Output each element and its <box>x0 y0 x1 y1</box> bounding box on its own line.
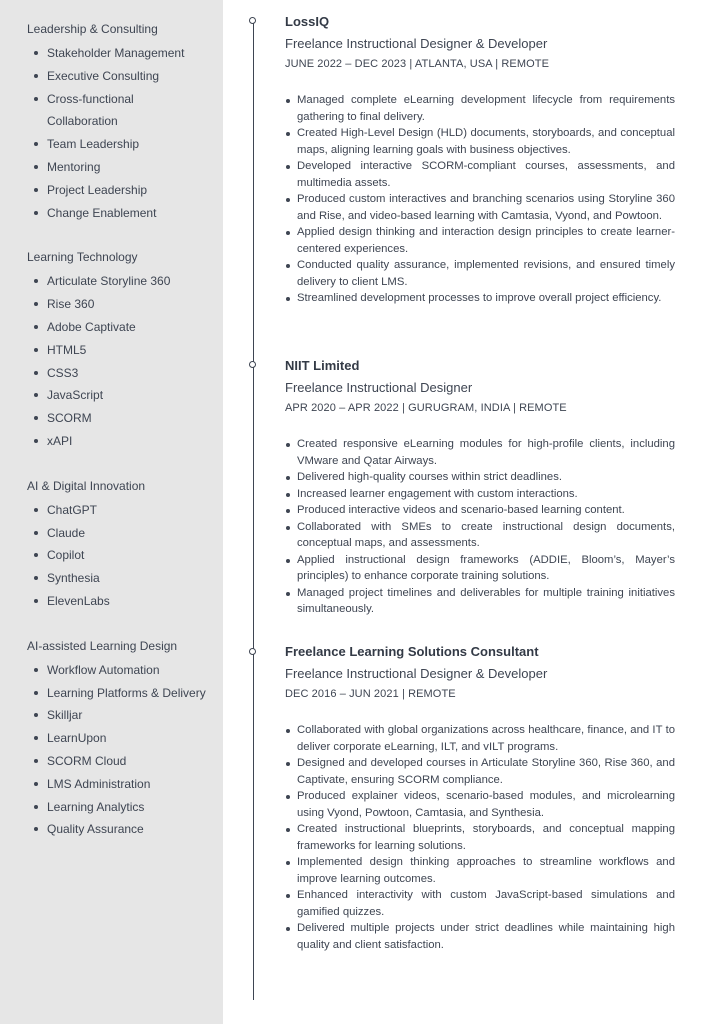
responsibility-item: Produced explainer videos, scenario-based modules, and microlearning using Vyond, Powtoon, Camtasia, and Synthesia. <box>285 788 675 821</box>
job-entry <box>285 643 675 953</box>
company-name: Freelance Learning Solutions Consultant <box>285 644 539 659</box>
skill-section-title: Leadership & Consulting <box>27 22 158 36</box>
skill-item: ChatGPT <box>27 499 207 522</box>
skill-section <box>27 475 223 613</box>
skill-list <box>27 42 223 224</box>
responsibility-item: Collaborated with global organizations across healthcare, finance, and IT to deliver corporate eLearning, ILT, and vILT programs. <box>285 722 675 755</box>
skill-item: LMS Administration <box>27 773 207 796</box>
responsibility-item: Applied design thinking and interaction design principles to create learner-centered experiences. <box>285 224 675 257</box>
skill-item: CSS3 <box>27 362 207 385</box>
responsibility-item: Delivered multiple projects under strict deadlines while maintaining high quality and client satisfaction. <box>285 920 675 953</box>
skill-section-title: AI-assisted Learning Design <box>27 638 178 653</box>
skill-item: Copilot <box>27 544 207 567</box>
job-dates-location: JUNE 2022 – DEC 2023 | ATLANTA, USA | REMOTE <box>285 58 550 70</box>
skill-item: Adobe Captivate <box>27 316 207 339</box>
skill-item: Learning Platforms & Delivery <box>27 682 207 705</box>
responsibility-item: Produced interactive videos and scenario-based learning content. <box>285 502 675 519</box>
skill-section <box>27 18 223 224</box>
skill-item: Cross-functional Collaboration <box>27 88 207 134</box>
responsibility-list <box>285 436 675 618</box>
skill-item: Team Leadership <box>27 133 207 156</box>
skill-item: xAPI <box>27 430 207 453</box>
skills-sidebar <box>0 0 223 1024</box>
timeline-line <box>253 20 254 1000</box>
job-entry <box>285 13 675 307</box>
skill-section-title: Learning Technology <box>27 250 138 265</box>
skill-list <box>27 659 223 841</box>
job-dates-location: DEC 2016 – JUN 2021 | REMOTE <box>285 688 456 700</box>
job-dates-location: APR 2020 – APR 2022 | GURUGRAM, INDIA | REMOTE <box>285 402 567 414</box>
skill-item: Mentoring <box>27 156 207 179</box>
skill-section-title: AI & Digital Innovation <box>27 478 146 493</box>
responsibility-item: Created High-Level Design (HLD) documents, storyboards, and conceptual maps, aligning learning goals with business objectives. <box>285 125 675 158</box>
responsibility-item: Applied instructional design frameworks (ADDIE, Bloom’s, Mayer’s principles) to enhance corporate training solutions. <box>285 552 675 585</box>
skill-item: Executive Consulting <box>27 65 207 88</box>
job-role: Freelance Instructional Designer <box>285 380 473 395</box>
skill-item: Learning Analytics <box>27 796 207 819</box>
responsibility-list <box>285 92 675 307</box>
responsibility-item: Increased learner engagement with custom interactions. <box>285 486 675 503</box>
skill-item: Skilljar <box>27 704 207 727</box>
responsibility-item: Developed interactive SCORM-compliant courses, assessments, and multimedia assets. <box>285 158 675 191</box>
responsibility-item: Enhanced interactivity with custom JavaScript-based simulations and gamified quizzes. <box>285 887 675 920</box>
timeline-dot <box>249 648 256 655</box>
job-role: Freelance Instructional Designer & Developer <box>285 666 548 681</box>
skill-item: Change Enablement <box>27 202 207 225</box>
responsibility-item: Created instructional blueprints, storyboards, and conceptual mapping frameworks for learning solutions. <box>285 821 675 854</box>
responsibility-list <box>285 722 675 953</box>
job-entry <box>285 357 675 618</box>
skill-item: Quality Assurance <box>27 818 207 841</box>
responsibility-item: Managed complete eLearning development lifecycle from requirements gathering to final delivery. <box>285 92 675 125</box>
skill-item: HTML5 <box>27 339 207 362</box>
skill-item: Workflow Automation <box>27 659 207 682</box>
responsibility-item: Designed and developed courses in Articulate Storyline 360, Rise 360, and Captivate, ensuring SCORM compliance. <box>285 755 675 788</box>
skill-list <box>27 499 223 613</box>
skill-item: ElevenLabs <box>27 590 207 613</box>
skill-item: Articulate Storyline 360 <box>27 270 207 293</box>
responsibility-item: Produced custom interactives and branching scenarios using Storyline 360 and Rise, and video-based learning with Camtasia, Vyond, and Powtoon. <box>285 191 675 224</box>
skill-item: Synthesia <box>27 567 207 590</box>
company-name: LossIQ <box>285 14 330 29</box>
responsibility-item: Created responsive eLearning modules for high-profile clients, including VMware and Qatar Airways. <box>285 436 675 469</box>
responsibility-item: Delivered high-quality courses within strict deadlines. <box>285 469 675 486</box>
company-name: NIIT Limited <box>285 358 360 373</box>
responsibility-item: Collaborated with SMEs to create instructional design documents, conceptual maps, and assessments. <box>285 519 675 552</box>
responsibility-item: Implemented design thinking approaches to streamline workflows and improve learning outcomes. <box>285 854 675 887</box>
job-role: Freelance Instructional Designer & Developer <box>285 36 548 51</box>
skill-list <box>27 270 223 452</box>
timeline-dot <box>249 361 256 368</box>
skill-item: LearnUpon <box>27 727 207 750</box>
skill-item: Rise 360 <box>27 293 207 316</box>
skill-item: Claude <box>27 522 207 545</box>
responsibility-item: Streamlined development processes to improve overall project efficiency. <box>285 290 675 307</box>
responsibility-item: Conducted quality assurance, implemented revisions, and ensured timely delivery to client LMS. <box>285 257 675 290</box>
skill-item: Project Leadership <box>27 179 207 202</box>
responsibility-item: Managed project timelines and deliverables for multiple training initiatives simultaneously. <box>285 585 675 618</box>
skill-section <box>27 635 223 841</box>
skill-item: SCORM Cloud <box>27 750 207 773</box>
skill-section <box>27 246 223 452</box>
skill-item: JavaScript <box>27 384 207 407</box>
skill-item: Stakeholder Management <box>27 42 207 65</box>
timeline-dot <box>249 17 256 24</box>
skill-item: SCORM <box>27 407 207 430</box>
